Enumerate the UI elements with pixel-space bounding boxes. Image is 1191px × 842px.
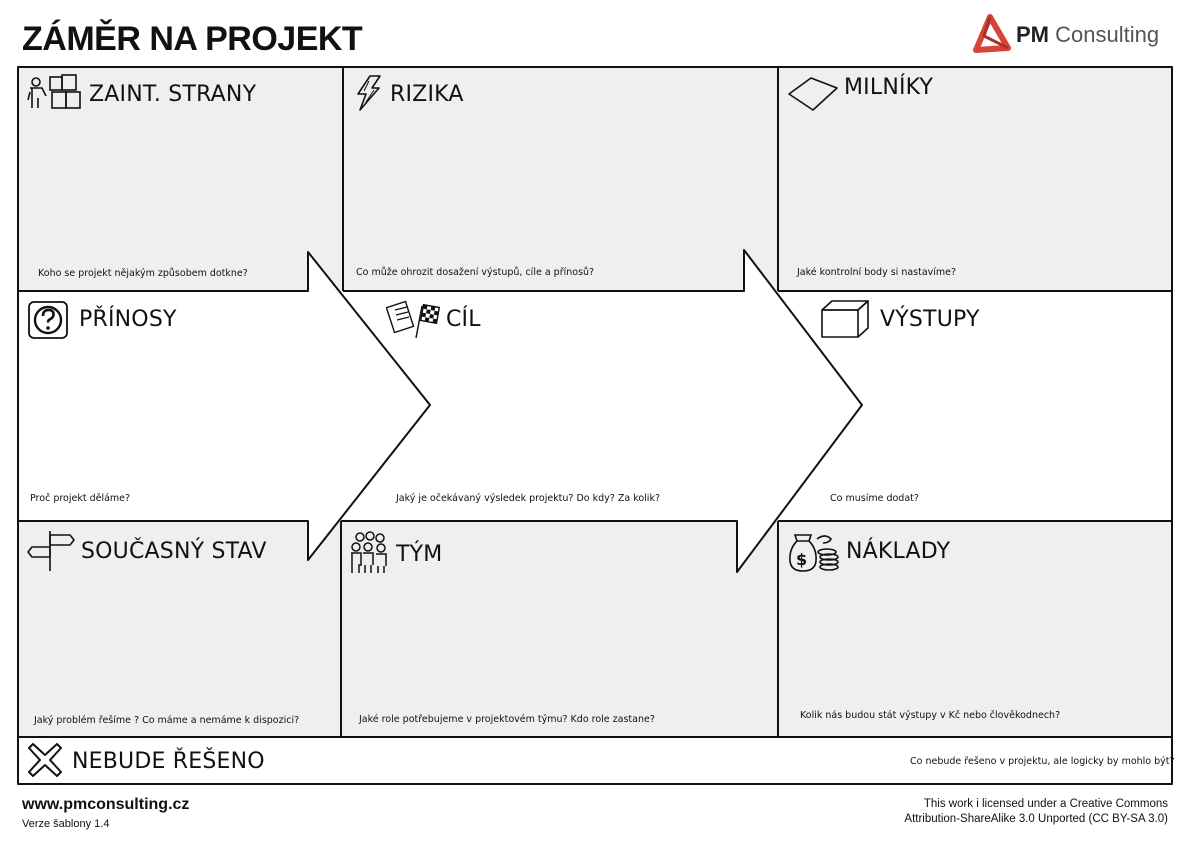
people-boxes-icon	[26, 74, 82, 112]
signpost-icon	[26, 529, 76, 573]
panel-question-current-state: Jaký problém řešíme ? Co máme a nemáme k dispozici?	[34, 715, 300, 726]
panel-question-benefits: Proč projekt děláme?	[30, 493, 131, 504]
panel-title-current-state: SOUČASNÝ STAV	[81, 539, 267, 564]
panel-question-stakeholders: Koho se projekt nějakým způsobem dotkne?	[38, 268, 248, 279]
panel-question-risks: Co může ohrozit dosažení výstupů, cíle a přínosů?	[356, 267, 595, 278]
box-icon	[820, 298, 870, 340]
footer-version: Verze šablony 1.4	[22, 818, 110, 830]
brand-bold: PM	[1016, 22, 1049, 47]
panel-question-outputs: Co musíme dodat?	[830, 493, 919, 504]
panel-title-milestones: MILNÍKY	[844, 75, 934, 100]
panel-question-team: Jaké role potřebujeme v projektovém týmu? Kdo role zastane?	[359, 714, 655, 725]
license-line-1: This work i licensed under a Creative Commons	[923, 798, 1168, 810]
panel-title-risks: RIZIKA	[390, 82, 464, 107]
panel-title-costs: NÁKLADY	[846, 539, 951, 564]
team-icon	[348, 531, 390, 575]
brand-light: Consulting	[1055, 22, 1160, 47]
panel-question-out-of-scope: Co nebude řešeno v projektu, ale logicky by mohlo být?	[910, 756, 1175, 767]
footer-url: www.pmconsulting.cz	[22, 796, 190, 813]
cross-icon	[27, 742, 63, 778]
svg-text:$: $	[796, 550, 808, 569]
license-line-2: Attribution-ShareAlike 3.0 Unported (CC BY-SA 3.0)	[904, 813, 1168, 825]
panel-title-out-of-scope: NEBUDE ŘEŠENO	[72, 749, 265, 774]
question-icon	[27, 300, 69, 340]
checkered-flag-icon	[386, 298, 440, 340]
panel-question-goal: Jaký je očekávaný výsledek projektu? Do kdy? Za kolik?	[396, 493, 660, 504]
panel-title-outputs: VÝSTUPY	[880, 307, 980, 332]
panel-title-team: TÝM	[396, 542, 443, 567]
page-title: ZÁMĚR NA PROJEKT	[22, 20, 363, 58]
panel-title-goal: CÍL	[446, 307, 481, 332]
panel-question-milestones: Jaké kontrolní body si nastavíme?	[797, 267, 957, 278]
footer-license	[904, 797, 1168, 827]
panel-title-stakeholders: ZAINT. STRANY	[89, 82, 257, 107]
diamond-icon	[787, 74, 839, 112]
panel-question-costs: Kolik nás budou stát výstupy v Kč nebo člověkodnech?	[800, 710, 1061, 721]
lightning-icon	[352, 74, 386, 112]
panel-title-benefits: PŘÍNOSY	[79, 307, 177, 332]
money-bag-icon	[787, 531, 841, 573]
